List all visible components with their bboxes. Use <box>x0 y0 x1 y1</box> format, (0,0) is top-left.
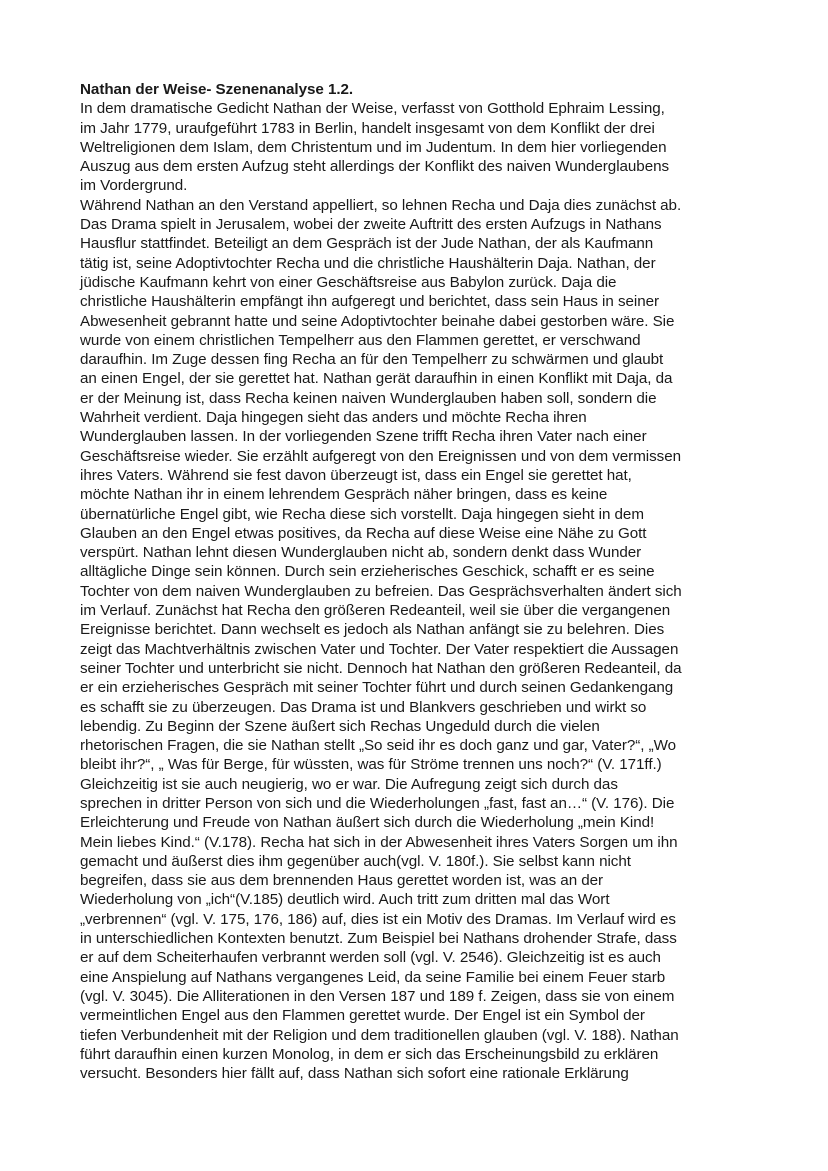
text-line: in unterschiedlichen Kontexten benutzt. Zum Beispiel bei Nathans drohender Strafe, dass <box>80 930 677 948</box>
text-line: versucht. Besonders hier fällt auf, dass Nathan sich sofort eine rationale Erklärung <box>80 1065 629 1083</box>
document-page <box>80 80 760 1083</box>
text-line: eine Anspielung auf Nathans vergangenes Leid, da seine Familie bei einem Feuer starb <box>80 968 666 986</box>
text-line: sprechen in dritter Person von sich und die Wiederholungen „fast, fast an…“ (V. 176). Die <box>80 794 675 812</box>
text-line: Gleichzeitig ist sie auch neugierig, wo er war. Die Aufregung zeigt sich durch das <box>80 775 618 793</box>
text-line: an einen Engel, der sie gerettet hat. Nathan gerät daraufhin in einen Konflikt mit Daja, da <box>80 370 673 388</box>
text-line: im Verlauf. Zunächst hat Recha den größeren Redeanteil, weil sie über die vergangenen <box>80 602 671 620</box>
text-line: möchte Nathan ihr in einem lehrendem Gespräch näher bringen, dass es keine <box>80 486 608 504</box>
text-line: wurde von einem christlichen Tempelherr aus den Flammen gerettet, er verschwand <box>80 331 641 349</box>
text-line: er auf dem Scheiterhaufen verbrannt werden soll (vgl. V. 2546). Gleichzeitig ist es auch <box>80 949 661 967</box>
text-line: Erleichterung und Freude von Nathan äußert sich durch die Wiederholung „mein Kind! <box>80 814 655 832</box>
text-line: Wahrheit verdient. Daja hingegen sieht das anders und möchte Recha ihren <box>80 409 587 427</box>
text-line: lebendig. Zu Beginn der Szene äußert sich Rechas Ungeduld durch die vielen <box>80 717 600 735</box>
text-line: bleibt ihr?“, „ Was für Berge, für wüssten, was für Ströme trennen uns noch?“ (V. 171ff.) <box>80 756 662 774</box>
text-line: Weltreligionen dem Islam, dem Christentum und im Judentum. In dem hier vorliegenden <box>80 138 667 156</box>
text-line: jüdische Kaufmann kehrt von einer Geschäftsreise aus Babylon zurück. Daja die <box>80 273 617 291</box>
text-line: Ereignisse berichtet. Dann wechselt es jedoch als Nathan anfängt sie zu belehren. Dies <box>80 621 665 639</box>
text-line: christliche Haushälterin empfängt ihn aufgeregt und berichtet, dass sein Haus in seiner <box>80 293 660 311</box>
text-line: Glauben an den Engel etwas positives, da Recha auf diese Weise eine Nähe zu Gott <box>80 524 647 542</box>
text-line: rhetorischen Fragen, die sie Nathan stellt „So seid ihr es doch ganz und gar, Vater?“, „Wo <box>80 737 677 755</box>
text-line: es schafft sie zu überzeugen. Das Drama ist und Blankvers geschrieben und wirkt so <box>80 698 647 716</box>
text-line: zeigt das Machtverhältnis zwischen Vater und Tochter. Der Vater respektiert die Aussagen <box>80 640 679 658</box>
text-line: Mein liebes Kind.“ (V.178). Recha hat sich in der Abwesenheit ihres Vaters Sorgen um ihn <box>80 833 678 851</box>
text-line: Geschäftsreise wieder. Sie erzählt aufgeregt von den Ereignissen und von dem vermissen <box>80 447 681 465</box>
document-title: Nathan der Weise- Szenenanalyse 1.2. <box>80 81 354 98</box>
text-line: Während Nathan an den Verstand appelliert, so lehnen Recha und Daja dies zunächst ab. <box>80 196 682 214</box>
text-line: daraufhin. Im Zuge dessen fing Recha an für den Tempelherr zu schwärmen und glaubt <box>80 351 664 369</box>
text-line: begreifen, dass sie aus dem brennenden Haus gerettet worden ist, was an der <box>80 872 604 890</box>
text-line: „verbrennen“ (vgl. V. 175, 176, 186) auf, dies ist ein Motiv des Dramas. Im Verlauf wird es <box>80 910 676 928</box>
text-line: tiefen Verbundenheit mit der Religion und dem traditionellen glauben (vgl. V. 188). Nathan <box>80 1026 679 1044</box>
text-line: vermeintlichen Engel aus den Flammen gerettet wurde. Der Engel ist ein Symbol der <box>80 1007 645 1025</box>
text-line: Abwesenheit gebrannt hatte und seine Adoptivtochter beinahe dabei gestorben wäre. Sie <box>80 312 675 330</box>
text-line: im Jahr 1779, uraufgeführt 1783 in Berlin, handelt insgesamt von dem Konflikt der drei <box>80 119 655 137</box>
text-line: verspürt. Nathan lehnt diesen Wunderglauben nicht ab, sondern denkt dass Wunder <box>80 544 642 562</box>
text-line: Tochter von dem naiven Wunderglauben zu befreien. Das Gesprächsverhalten ändert sich <box>80 582 682 600</box>
document-body <box>80 99 760 1083</box>
text-line: Das Drama spielt in Jerusalem, wobei der zweite Auftritt des ersten Aufzugs in Nathans <box>80 216 662 234</box>
text-line: übernatürliche Engel gibt, wie Recha diese sich vorstellt. Daja hingegen sieht in dem <box>80 505 644 523</box>
text-line: Auszug aus dem ersten Aufzug steht allerdings der Konflikt des naiven Wunderglaubens <box>80 158 670 176</box>
text-line: führt daraufhin einen kurzen Monolog, in dem er sich das Erscheinungsbild zu erklären <box>80 1045 659 1063</box>
text-line: gemacht und äußerst dies ihm gegenüber auch(vgl. V. 180f.). Sie selbst kann nicht <box>80 852 631 870</box>
text-line: Wunderglauben lassen. In der vorliegenden Szene trifft Recha ihren Vater nach einer <box>80 428 647 446</box>
text-line: er ein erzieherisches Gespräch mit seiner Tochter führt und durch seinen Gedankengang <box>80 679 674 697</box>
text-line: Wiederholung von „ich“(V.185) deutlich wird. Auch tritt zum dritten mal das Wort <box>80 891 610 909</box>
text-line: Hausflur stattfindet. Beteiligt an dem Gespräch ist der Jude Nathan, der als Kaufmann <box>80 235 654 253</box>
text-line: tätig ist, seine Adoptivtochter Recha und die christliche Haushälterin Daja. Nathan, der <box>80 254 656 272</box>
text-line: ihres Vaters. Während sie fest davon überzeugt ist, dass ein Engel sie gerettet hat, <box>80 466 632 484</box>
text-line: im Vordergrund. <box>80 177 188 195</box>
text-line: alltägliche Dinge sein können. Durch sein erzieherisches Geschick, schafft er es seine <box>80 563 655 581</box>
text-line: seiner Tochter und unterbricht sie nicht. Dennoch hat Nathan den größeren Redeanteil, da <box>80 659 682 677</box>
text-line: (vgl. V. 3045). Die Alliterationen in den Versen 187 und 189 f. Zeigen, dass sie von einem <box>80 987 675 1005</box>
text-line: In dem dramatische Gedicht Nathan der Weise, verfasst von Gotthold Ephraim Lessing, <box>80 100 665 118</box>
text-line: er der Meinung ist, dass Recha keinen naiven Wunderglauben haben soll, sondern die <box>80 389 657 407</box>
